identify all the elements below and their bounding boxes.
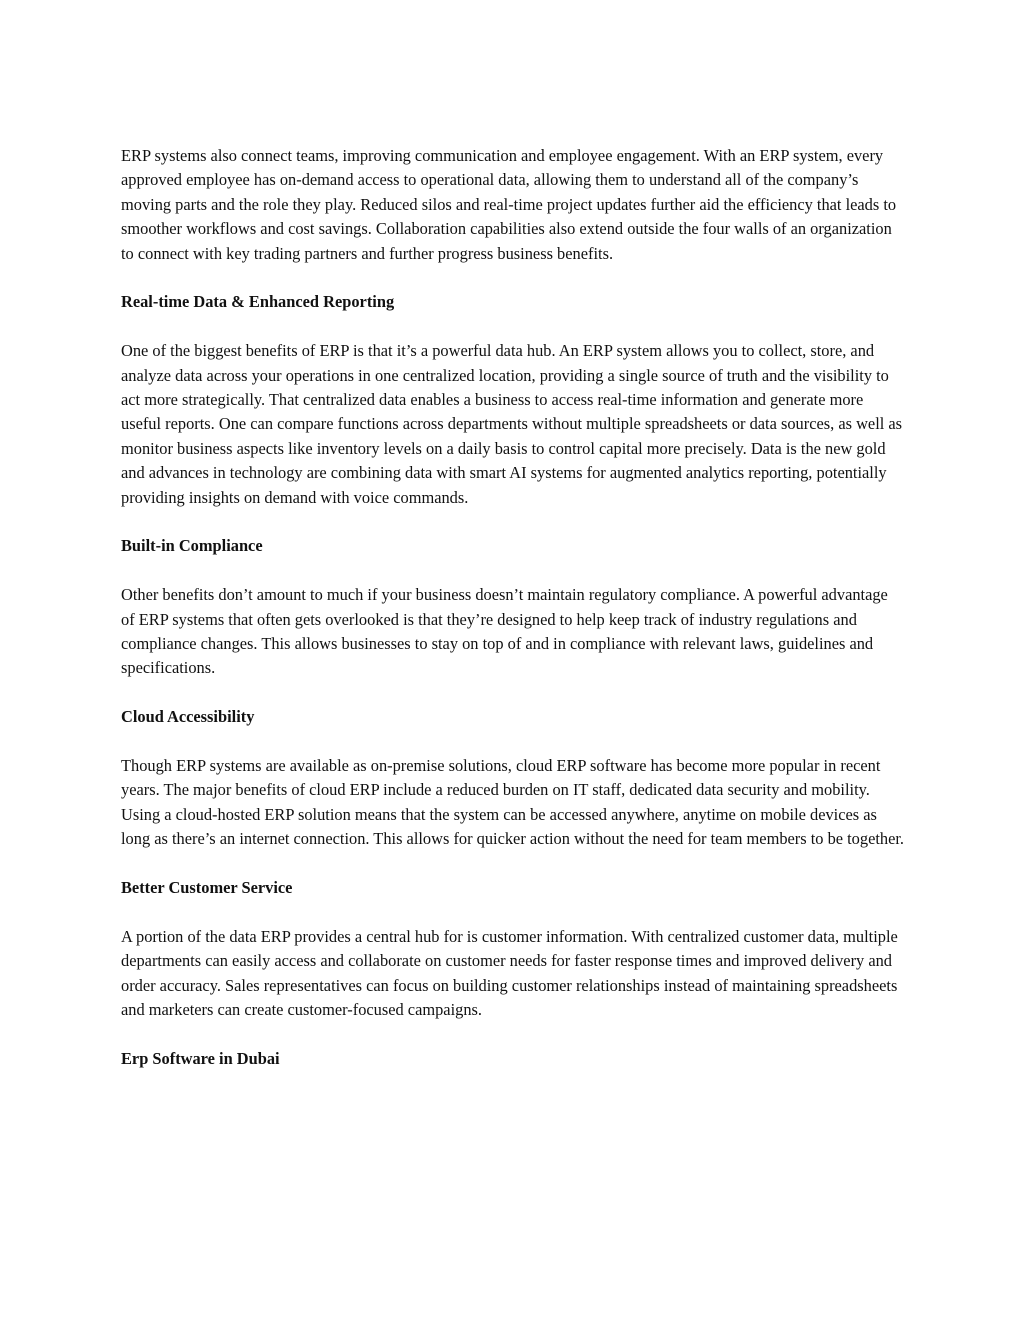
section-body-realtime-data: One of the biggest benefits of ERP is that it’s a powerful data hub. An ERP system allows you to collect, store, and analyze data across your operations in one centralized location, providing a single source of truth and the visibility to act more strategically. That centralized data enables a business to access real-time information and generate more useful reports. One can compare functions across departments without multiple spreadsheets or data sources, as well as monitor business aspects like inventory levels on a daily basis to control capital more precisely. Data is the new gold and advances in technology are combining data with smart AI systems for augmented analytics reporting, potentially providing insights on demand with voice commands. <box>121 341 903 507</box>
document-content <box>121 144 905 1071</box>
section-heading-cloud: Cloud Accessibility <box>121 707 255 727</box>
section-heading-compliance: Built-in Compliance <box>121 536 263 556</box>
section-body-compliance: Other benefits don’t amount to much if your business doesn’t maintain regulatory compliance. A powerful advantage of ERP systems that often gets overlooked is that they’re designed to help keep track of industry regulations and compliance changes. This allows businesses to stay on top of and in compliance with relevant laws, guidelines and specifications. <box>121 585 888 678</box>
section-heading-realtime-data: Real-time Data & Enhanced Reporting <box>121 292 395 312</box>
intro-paragraph: ERP systems also connect teams, improving communication and employee engagement. With an ERP system, every approved employee has on-demand access to operational data, allowing them to understand all of the company’s moving parts and the role they play. Reduced silos and real-time project updates further aid the efficiency that leads to smoother workflows and cost savings. Collaboration capabilities also extend outside the four walls of an organization to connect with key trading partners and further progress business benefits. <box>121 146 897 263</box>
section-body-cloud: Though ERP systems are available as on-premise solutions, cloud ERP software has become more popular in recent years. The major benefits of cloud ERP include a reduced burden on IT staff, dedicated data security and mobility. Using a cloud-hosted ERP solution means that the system can be accessed anywhere, anytime on mobile devices as long as there’s an internet connection. This allows for quicker action without the need for team members to be together. <box>121 756 905 849</box>
final-heading: Erp Software in Dubai <box>121 1048 280 1068</box>
section-heading-customer-service: Better Customer Service <box>121 878 293 898</box>
section-body-customer-service: A portion of the data ERP provides a central hub for is customer information. With centralized customer data, multiple departments can easily access and collaborate on customer needs for faster response times and improved delivery and order accuracy. Sales representatives can focus on building customer relationships instead of maintaining spreadsheets and marketers can create customer-focused campaigns. <box>121 926 898 1020</box>
